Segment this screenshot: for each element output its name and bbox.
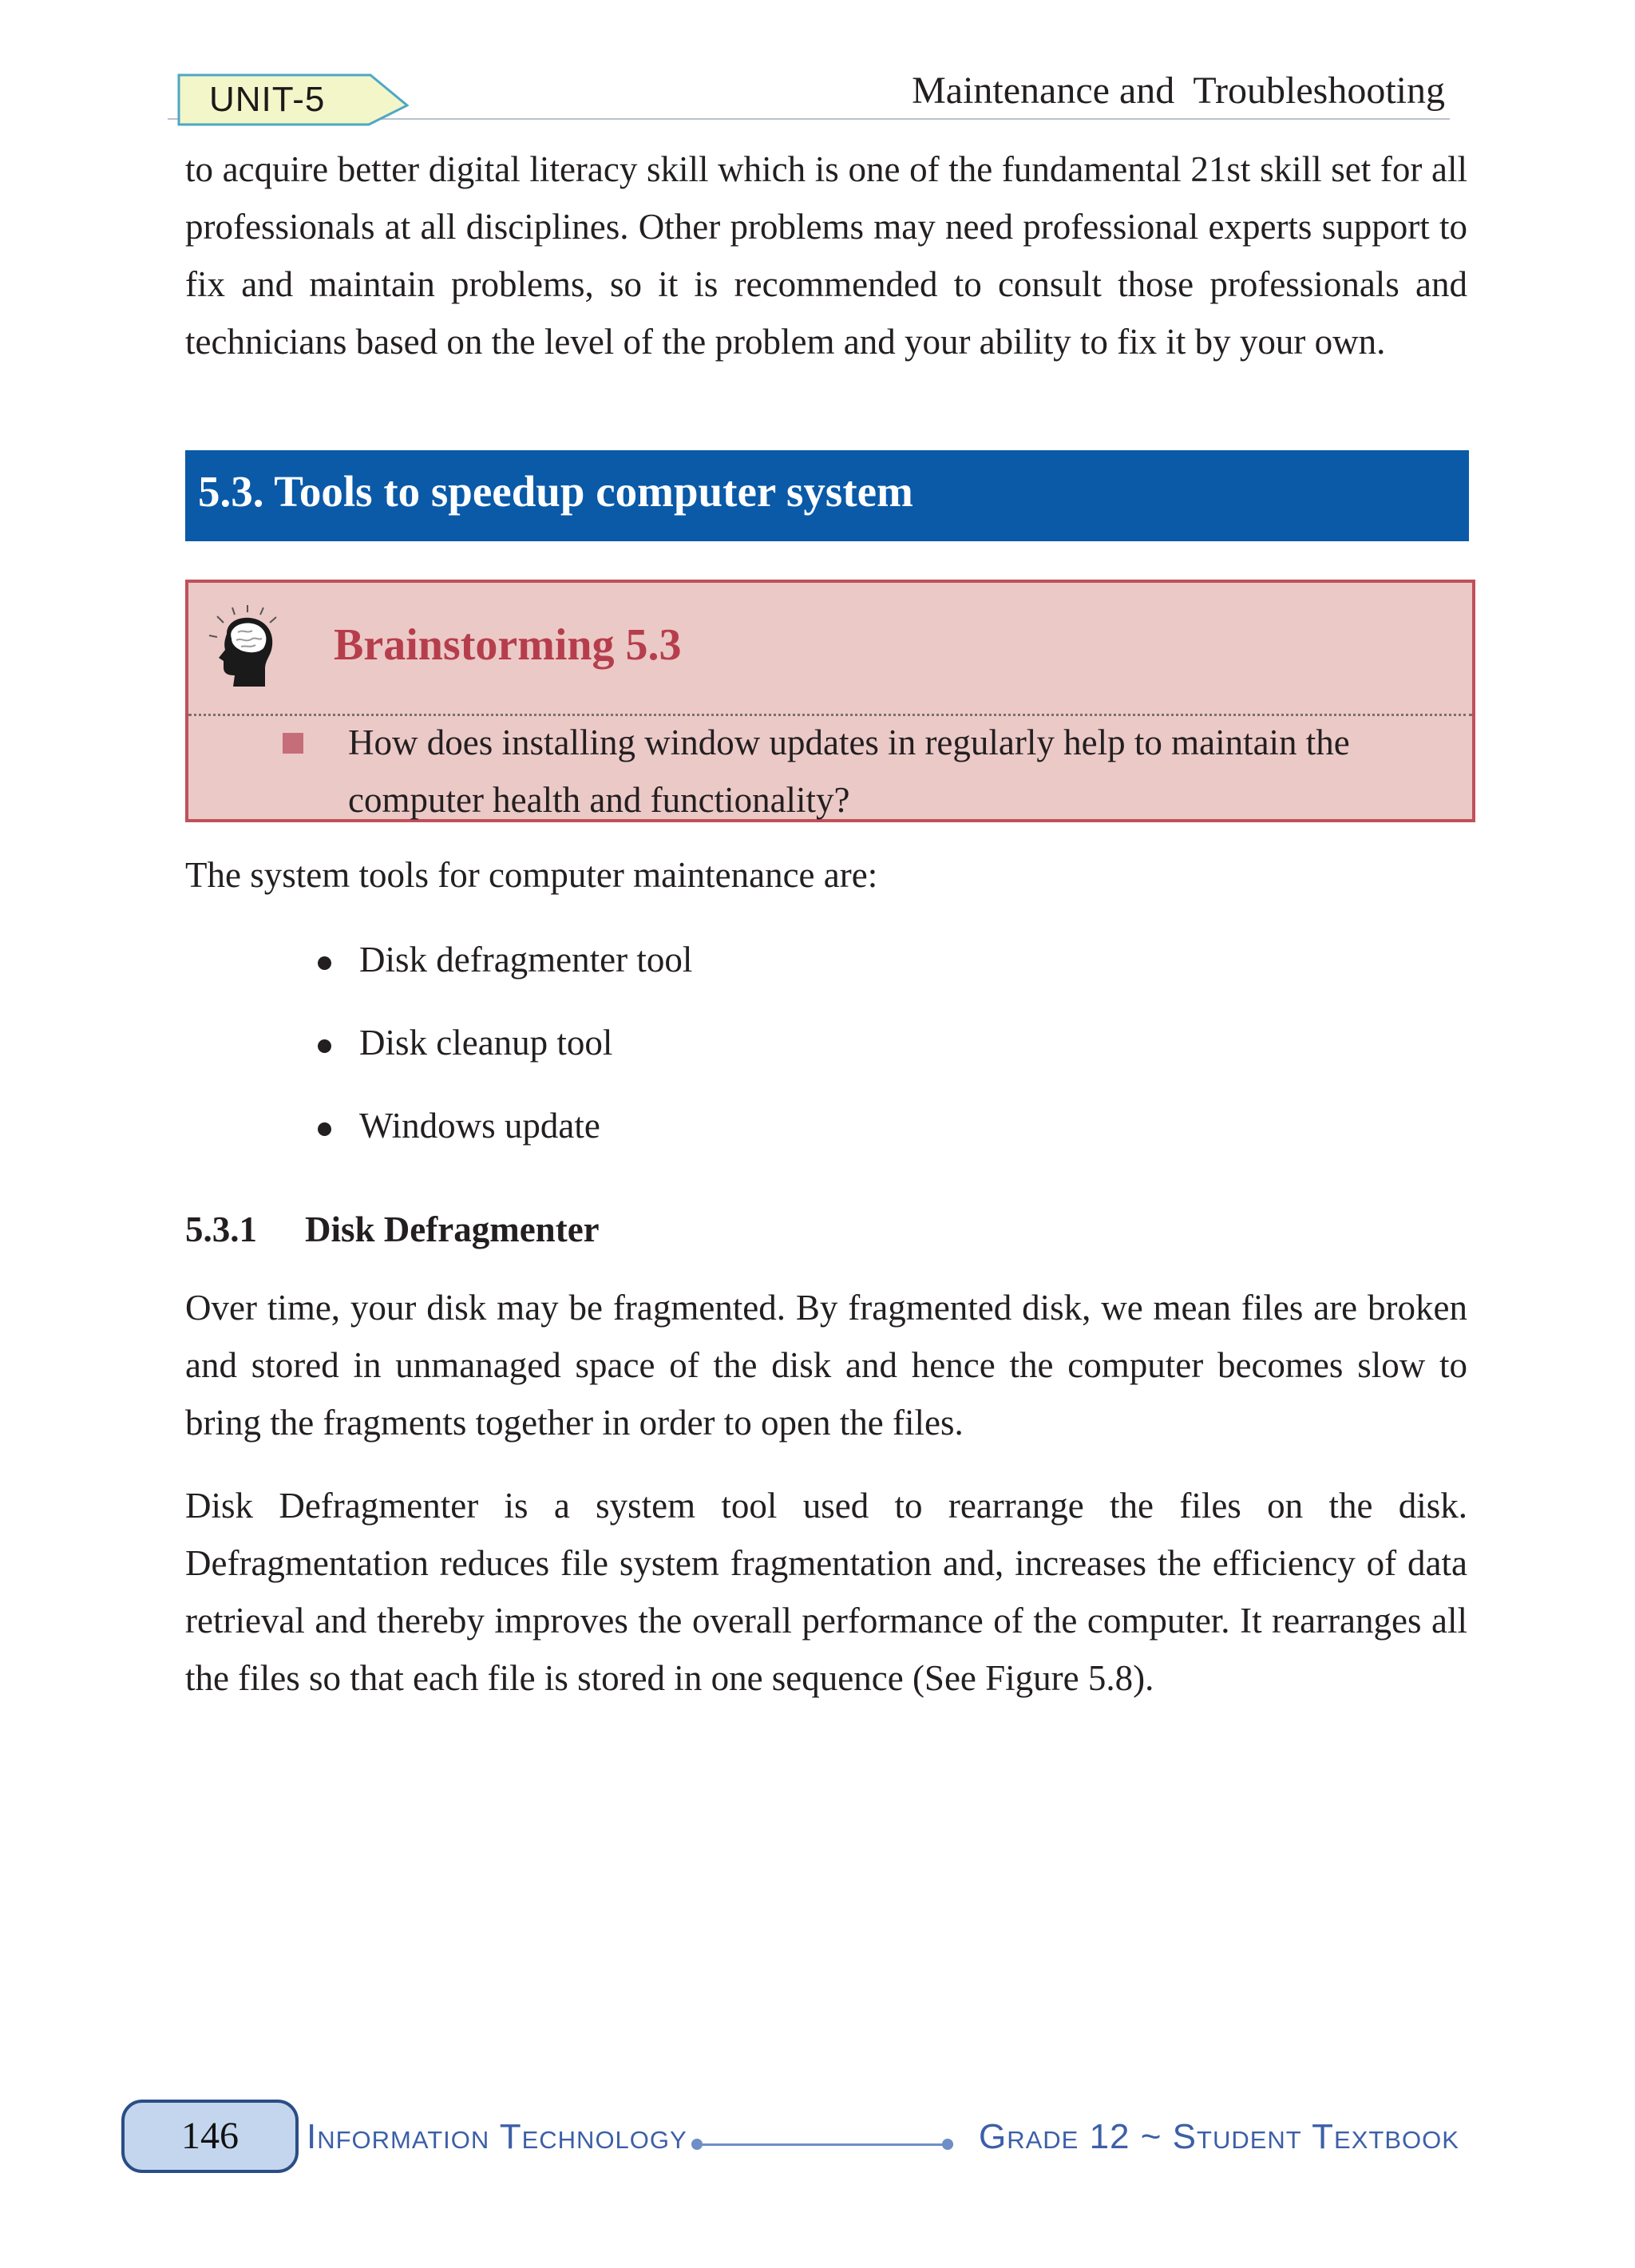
subsection-title: Disk Defragmenter bbox=[305, 1209, 600, 1249]
defrag-paragraph-1: Over time, your disk may be fragmented. By fragmented disk, we mean files are broken and stored in unmanaged space of the disk and hence the computer becomes slow to bring the fragments together in order to open the files. bbox=[185, 1288, 1467, 1443]
page-number: 146 bbox=[181, 2115, 239, 2157]
footer-grade: Grade 12 ~ Student Textbook bbox=[979, 2117, 1459, 2156]
chapter-title: Maintenance and Troubleshooting bbox=[912, 69, 1445, 112]
bullet-icon bbox=[318, 1039, 331, 1053]
footer-book-title: Information Technology bbox=[307, 2117, 687, 2156]
intro-paragraph: to acquire better digital literacy skill which is one of the fundamental 21st skill set for all professionals at all disciplines. Other problems may need professional experts support to fix and maintain problems, so it is recommended to consult those professionals and technicians based on the level of the problem and your ability to fix it by your own. bbox=[185, 149, 1467, 362]
list-item-text: Disk cleanup tool bbox=[359, 1023, 613, 1063]
brain-head-icon bbox=[206, 605, 286, 693]
bullet-icon bbox=[318, 956, 331, 970]
defrag-paragraph-2: Disk Defragmenter is a system tool used to rearrange the files on the disk. Defragmentation reduces file system fragmentation and, increases the efficiency of data retrieval and thereby improves the overall performance of the computer. It rearranges all the files so that each file is stored in one sequence (See Figure 5.8). bbox=[185, 1486, 1467, 1698]
list-item-text: Windows update bbox=[359, 1106, 600, 1146]
section-title: 5.3. Tools to speedup computer system bbox=[198, 467, 913, 516]
subsection-heading bbox=[185, 1209, 600, 1250]
tools-intro: The system tools for computer maintenance are: bbox=[185, 855, 878, 895]
footer-dot-left bbox=[691, 2139, 703, 2150]
list-item bbox=[359, 939, 692, 980]
footer-rule bbox=[698, 2143, 953, 2146]
brainstorming-title: Brainstorming 5.3 bbox=[334, 620, 682, 670]
square-bullet-icon bbox=[283, 733, 303, 754]
list-item-text: Disk defragmenter tool bbox=[359, 940, 693, 980]
subsection-number: 5.3.1 bbox=[185, 1209, 257, 1249]
list-item bbox=[359, 1022, 612, 1063]
unit-label: UNIT-5 bbox=[209, 80, 326, 119]
brainstorming-question: How does installing window updates in regularly help to maintain the computer health and functionality? bbox=[348, 722, 1350, 820]
footer-dot-right bbox=[942, 2139, 953, 2150]
list-item bbox=[359, 1105, 600, 1146]
bullet-icon bbox=[318, 1122, 331, 1136]
